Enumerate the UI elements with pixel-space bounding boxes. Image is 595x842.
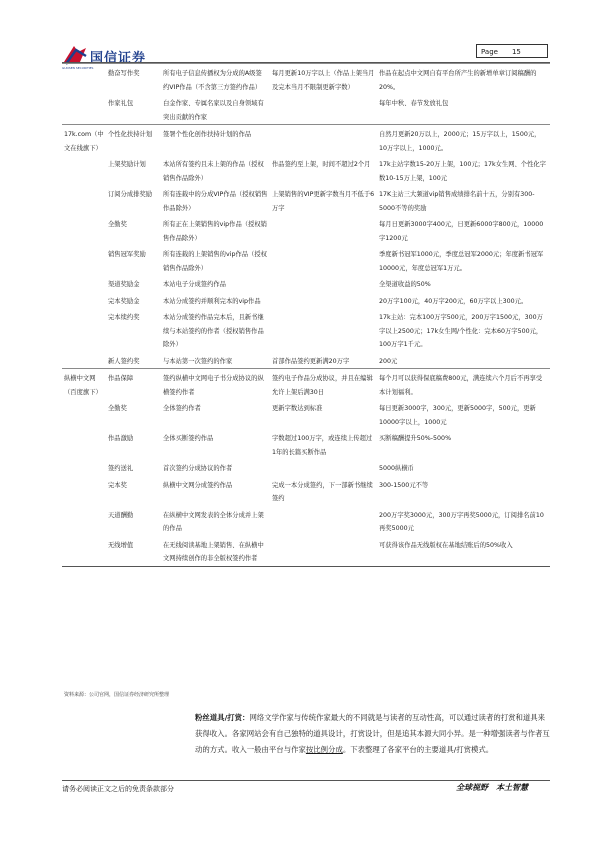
- cell-reward: 买断稿酬提升50%-500%: [379, 435, 452, 442]
- cell-condition: [270, 94, 377, 125]
- cell-condition: 每月更新10万字以上（作品上架当月及完本当月不限制更新字数）: [270, 64, 377, 95]
- cell-object: 所有连载的上架销售的vip作品（授权销售作品除外）: [163, 251, 267, 272]
- table-row: [62, 352, 550, 369]
- cell-item: 个性化扶持计划: [106, 125, 161, 156]
- cell-reward: 200万字奖3000元，300万字再奖5000元，订阅排名前10再奖5000元: [379, 511, 544, 532]
- cell-platform: [62, 352, 106, 369]
- cell-condition: [270, 308, 377, 352]
- cell-condition: [270, 125, 377, 156]
- cell-condition: 更新字数达到标准: [272, 405, 323, 412]
- table-row: [62, 275, 550, 292]
- cell-reward: 作品在起点中文网自有平台所产生的新增单章订阅稿酬的20%。: [377, 64, 550, 95]
- cell-platform: [62, 399, 106, 429]
- brand-name: 国信证券: [90, 51, 147, 66]
- cell-item: 新人签约奖: [108, 357, 140, 365]
- cell-condition: [270, 275, 377, 292]
- cell-condition: [270, 536, 377, 567]
- cell-condition: [270, 459, 377, 476]
- cell-platform: [62, 429, 106, 459]
- cell-reward: 每个月可以获得保底稿费800元，满连续六个月后不再享受本计划福利。: [377, 369, 550, 400]
- cell-item: 完本奖励金: [108, 297, 140, 305]
- cell-item: 作家礼包: [108, 100, 134, 107]
- cell-platform: [62, 275, 106, 292]
- cell-condition: [270, 506, 377, 536]
- table-row: [62, 536, 550, 567]
- cell-reward: 每年中秋、春节发放礼包: [379, 100, 449, 107]
- cell-object: 本站电子分成签约作品: [163, 281, 226, 288]
- table-row: [62, 125, 550, 156]
- cell-item: 销售冠军奖励: [108, 251, 146, 258]
- cell-item: 无线增值: [106, 536, 161, 567]
- cell-object: 签约纵横中文网电子书分成协议的纵横签约作者: [161, 369, 270, 400]
- cell-object: 本站分成签约并顺利完本的vip作品: [163, 297, 261, 305]
- cell-platform: [62, 536, 106, 567]
- table-row: [62, 155, 550, 185]
- cell-object: 在无线阅读基地上架销售、在纵横中文网持续创作的非全版权签约作者: [161, 536, 270, 567]
- cell-object: 所有连载中的分成VIP作品（授权销售作品除外）: [163, 191, 268, 212]
- cell-platform: [62, 476, 106, 506]
- table-row: [62, 369, 550, 400]
- cell-condition: 签约电子作品分成协议，并且在编辑允许上架后满30日: [270, 369, 377, 400]
- cell-platform: 纵横中文网（百度旗下）: [62, 369, 106, 400]
- cell-reward: 17k主站：完本100万字500元，200万字1500元，300万字以上2500元；17k女生网/个性化：完本60万字500元，100万字1千元。: [379, 314, 543, 348]
- cell-platform: [62, 155, 106, 185]
- table-row: [62, 245, 550, 275]
- table-row: [62, 94, 550, 125]
- cell-item: 订阅分成排奖励: [108, 191, 153, 198]
- cell-platform: [62, 215, 106, 245]
- cell-reward: 自然月更新20万以上，2000元；15万字以上，1500元，10万字以上，1000元。: [377, 125, 550, 156]
- cell-object: 所有正在上架销售的vip作品（授权销售作品除外）: [163, 221, 267, 242]
- paragraph-text-1: 网络文学作家与传统作家最大的不同就是与读者的互动性高，可以通过读者的打赏和道具来获得收入。各家网站会有自己独特的道具设计，打赏设计，但是追其本源大同小异。是一种增强读者与作者互动的方式。收入一般由平台与作家: [195, 713, 550, 754]
- cell-object: 白金作家、专属名家以及自身领域有突出贡献的作家: [163, 100, 264, 121]
- cell-reward: 每月日更新3000字400元，日更新6000字800元，10000字1200元: [379, 221, 544, 242]
- page-number-box: [476, 44, 548, 58]
- cell-condition: [270, 215, 377, 245]
- cell-condition: [270, 245, 377, 275]
- cell-reward: 17k主站字数15-20万上架，100元；17k女生网、个性化字数10-15万上架，100元: [379, 161, 546, 182]
- table-row: [62, 476, 550, 506]
- reward-table-body: [62, 64, 550, 567]
- cell-platform: [62, 308, 106, 352]
- footer-rule: [62, 780, 550, 781]
- cell-item: 渠道奖励金: [108, 281, 140, 288]
- table-row: [62, 292, 550, 309]
- cell-object: 全体签约作者: [163, 405, 201, 412]
- cell-reward: 17K主站三大频道vip销售成绩排名前十五，分别有300-5000不等的奖励: [379, 191, 535, 212]
- table-row: [62, 429, 550, 459]
- cell-object: 本站所有签约且未上架的作品（授权销售作品除外）: [163, 161, 264, 182]
- cell-object: 全体买断签约作品: [163, 435, 214, 442]
- cell-condition: 首部作品签约更新满20万字: [272, 357, 350, 365]
- cell-object: 在纵横中文网发表的全体分成并上架的作品: [163, 511, 264, 532]
- footer-slogan: 全球视野 本土智慧: [456, 783, 528, 792]
- cell-item: 完本奖: [108, 481, 127, 489]
- paragraph-text-2: 。下表整理了各家平台的主要道具/打赏模式。: [342, 745, 494, 754]
- cell-condition: [270, 292, 377, 309]
- cell-platform: [62, 185, 106, 215]
- cell-reward: 每日更新3000字，300元，更新5000字，500元，更新10000字以上，1000元: [379, 405, 536, 426]
- body-paragraph: [195, 710, 551, 758]
- cell-platform: [62, 245, 106, 275]
- cell-condition: 上架销售的VIP更新字数当月不低于6万字: [272, 191, 375, 212]
- cell-item: 作品保障: [106, 369, 161, 400]
- cell-object: 与本站第一次签约的作家: [163, 357, 233, 365]
- cell-condition: 作品签约至上架，时间不超过2个月: [272, 161, 371, 168]
- cell-object: 本站分成签约作品完本后，且新书继续与本站签约的作者（授权销售作品除外）: [163, 314, 264, 348]
- table-row: [62, 308, 550, 352]
- cell-item: 勤奋写作奖: [106, 64, 161, 95]
- table-row: [62, 185, 550, 215]
- page-label: Page: [481, 48, 498, 56]
- brand-sub: GUOSEN SECURITIES: [62, 66, 94, 70]
- paragraph-underlined: 按比例分成: [305, 745, 343, 754]
- cell-reward: 5000纵横币: [379, 465, 414, 472]
- cell-object: 所有电子信息传播权为分成的A级签约VIP作品（不含第三方签约作品）: [161, 64, 270, 95]
- footer-disclaimer: 请务必阅读正文之后的免责条款部分: [62, 785, 174, 793]
- cell-item: 完本续约奖: [108, 314, 140, 321]
- cell-platform: [62, 64, 106, 95]
- cell-object: 签署个性化创作扶持计划的作品: [161, 125, 270, 156]
- cell-condition: 字数超过100万字，或连续上传超过1年的长篇买断作品: [272, 435, 373, 456]
- reward-table: [62, 63, 550, 567]
- table-row: [62, 506, 550, 536]
- cell-reward: 季度新书冠军1000元，季度总冠军2000元；年度新书冠军10000元，年度总冠军1万元。: [379, 251, 544, 272]
- cell-object: 纵横中文网分成签约作品: [163, 481, 233, 489]
- table-row: [62, 64, 550, 95]
- table-row: [62, 459, 550, 476]
- cell-platform: 17k.com（中文在线旗下）: [62, 125, 106, 156]
- cell-item: 全勤奖: [108, 405, 127, 412]
- cell-platform: [62, 459, 106, 476]
- cell-platform: [62, 94, 106, 125]
- table-row: [62, 399, 550, 429]
- cell-reward: 全渠道收益的50%: [379, 281, 431, 288]
- cell-item: 签约送礼: [108, 465, 134, 472]
- cell-reward: 20万字100元，40万字200元，60万字以上300元。: [379, 297, 528, 305]
- cell-reward: 300-1500元不等: [379, 481, 429, 489]
- table-row: [62, 215, 550, 245]
- page-number: 15: [511, 48, 521, 56]
- cell-item: 天道酬勤: [108, 511, 134, 519]
- cell-item: 作品激励: [108, 435, 134, 442]
- source-note: 资料来源：公司官网，国信证券经济研究所整理: [64, 692, 170, 698]
- cell-reward: 200元: [379, 357, 398, 365]
- cell-item: 上架奖励计划: [108, 161, 146, 168]
- cell-platform: [62, 292, 106, 309]
- paragraph-lead: 粉丝道具/打赏：: [195, 713, 250, 722]
- cell-item: 全勤奖: [108, 221, 127, 228]
- cell-platform: [62, 506, 106, 536]
- cell-reward: 可获得该作品无线版权在基地结账后的50%收入: [377, 536, 550, 567]
- cell-condition: 完成一本分成签约，下一部新书继续签约: [272, 481, 373, 502]
- cell-object: 首次签约分成协议的作者: [163, 465, 233, 472]
